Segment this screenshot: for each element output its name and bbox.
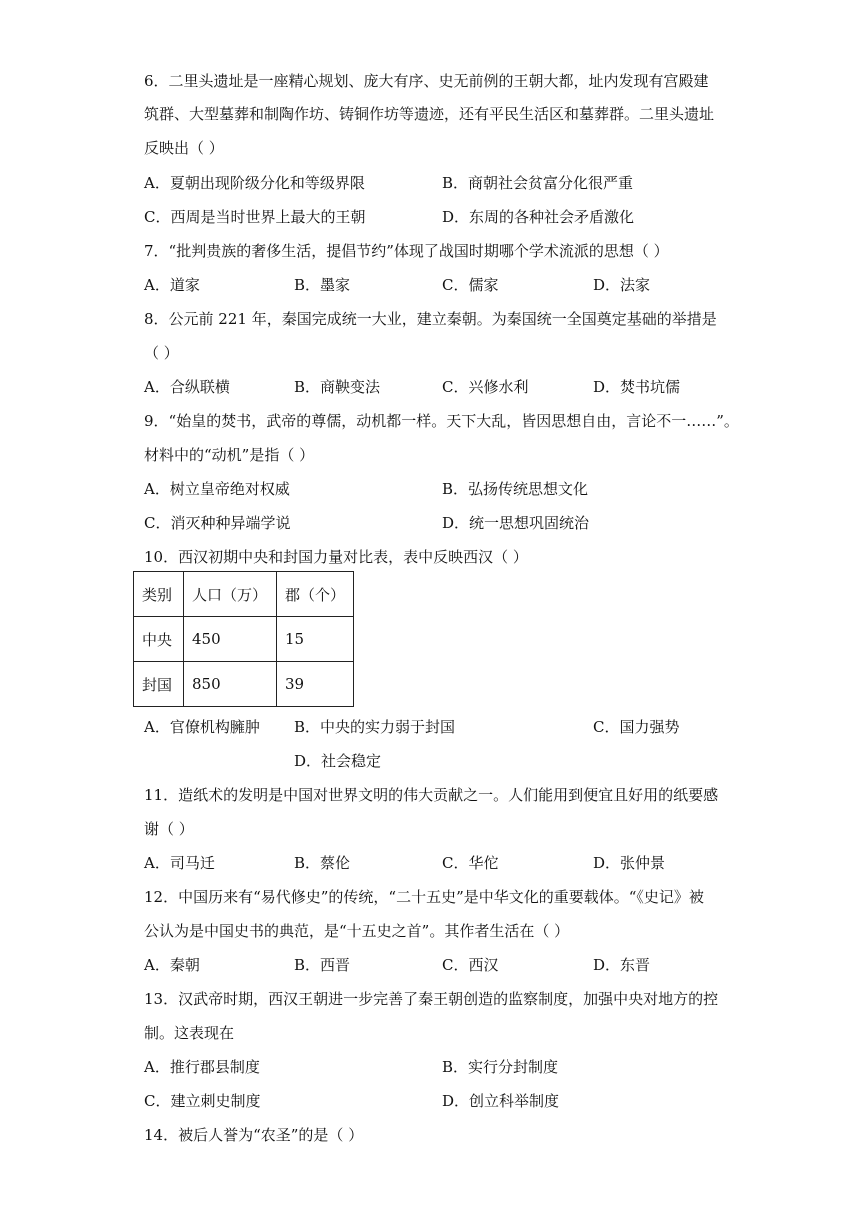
q8-option-a: A．合纵联横	[144, 378, 230, 396]
table-header-row	[134, 572, 354, 617]
table-cell: 封国	[134, 662, 184, 707]
q10-option-b: B．中央的实力弱于封国	[294, 718, 456, 736]
q6-option-a: A．夏朝出现阶级分化和等级界限	[144, 174, 365, 192]
q14-line-1: 14．被后人誉为“农圣”的是（ ）	[144, 1126, 364, 1144]
q13-option-d: D．创立科举制度	[442, 1092, 560, 1110]
q10-option-d: D．社会稳定	[294, 752, 382, 770]
q9-option-a: A．树立皇帝绝对权威	[144, 480, 290, 498]
q10-data-table	[133, 571, 354, 707]
q6-line-3: 反映出（ ）	[144, 139, 224, 157]
q6-option-d: D．东周的各种社会矛盾激化	[442, 208, 635, 226]
table-cell: 中央	[134, 617, 184, 662]
table-cell: 15	[277, 617, 354, 662]
q12-line-1: 12．中国历来有“易代修史”的传统，“二十五史”是中华文化的重要载体。“《史记》被	[144, 888, 704, 906]
q7-option-c: C．儒家	[442, 276, 499, 294]
q6-option-c: C．西周是当时世界上最大的王朝	[144, 208, 366, 226]
table-cell: 39	[277, 662, 354, 707]
q6-line-2: 筑群、大型墓葬和制陶作坊、铸铜作坊等遗迹，还有平民生活区和墓葬群。二里头遗址	[144, 105, 715, 123]
q10-option-c: C．国力强势	[593, 718, 680, 736]
q8-line-1: 8．公元前 221 年，秦国完成统一大业，建立秦朝。为秦国统一全国奠定基础的举措是	[144, 310, 717, 328]
q7-option-b: B．墨家	[294, 276, 351, 294]
q11-line-1: 11．造纸术的发明是中国对世界文明的伟大贡献之一。人们能用到便宜且好用的纸要感	[144, 786, 719, 804]
table-row	[134, 662, 354, 707]
q11-option-c: C．华佗	[442, 854, 499, 872]
q12-option-d: D．东晋	[593, 956, 651, 974]
q6-line-1: 6．二里头遗址是一座精心规划、庞大有序、史无前例的王朝大都，址内发现有宫殿建	[144, 72, 709, 90]
q9-option-c: C．消灭种种异端学说	[144, 514, 291, 532]
q8-option-b: B．商鞅变法	[294, 378, 381, 396]
table-cell: 850	[184, 662, 277, 707]
q7-line-1: 7．“批判贵族的奢侈生活，提倡节约”体现了战国时期哪个学术流派的思想（ ）	[144, 242, 669, 260]
table-header-cell: 类别	[134, 572, 184, 617]
table-header-cell: 郡（个）	[277, 572, 354, 617]
q13-option-c: C．建立刺史制度	[144, 1092, 261, 1110]
q8-option-c: C．兴修水利	[442, 378, 529, 396]
q13-line-2: 制。这表现在	[144, 1024, 235, 1042]
q8-line-2: （ ）	[144, 344, 179, 362]
q11-line-2: 谢（ ）	[144, 820, 194, 838]
q11-option-d: D．张仲景	[593, 854, 666, 872]
q9-line-1: 9．“始皇的焚书，武帝的尊儒，动机都一样。天下大乱，皆因思想自由，言论不一……”。	[144, 412, 739, 430]
table-cell: 450	[184, 617, 277, 662]
table-header-cell: 人口（万）	[184, 572, 277, 617]
q8-option-d: D．焚书坑儒	[593, 378, 681, 396]
q11-option-a: A．司马迁	[144, 854, 215, 872]
q7-option-d: D．法家	[593, 276, 651, 294]
q9-option-b: B．弘扬传统思想文化	[442, 480, 589, 498]
q11-option-b: B．蔡伦	[294, 854, 351, 872]
q12-option-a: A．秦朝	[144, 956, 200, 974]
q7-option-a: A．道家	[144, 276, 200, 294]
q10-option-a: A．官僚机构臃肿	[144, 718, 260, 736]
q12-option-b: B．西晋	[294, 956, 351, 974]
q6-option-b: B．商朝社会贫富分化很严重	[442, 174, 634, 192]
q12-line-2: 公认为是中国史书的典范，是“十五史之首”。其作者生活在（ ）	[144, 922, 570, 940]
q13-option-b: B．实行分封制度	[442, 1058, 559, 1076]
q9-line-2: 材料中的“动机”是指（ ）	[144, 446, 315, 464]
q13-line-1: 13．汉武帝时期，西汉王朝进一步完善了秦王朝创造的监察制度，加强中央对地方的控	[144, 990, 719, 1008]
table-row	[134, 617, 354, 662]
q13-option-a: A．推行郡县制度	[144, 1058, 260, 1076]
q12-option-c: C．西汉	[442, 956, 499, 974]
q9-option-d: D．统一思想巩固统治	[442, 514, 590, 532]
q10-line-1: 10．西汉初期中央和封国力量对比表，表中反映西汉（ ）	[144, 548, 528, 566]
